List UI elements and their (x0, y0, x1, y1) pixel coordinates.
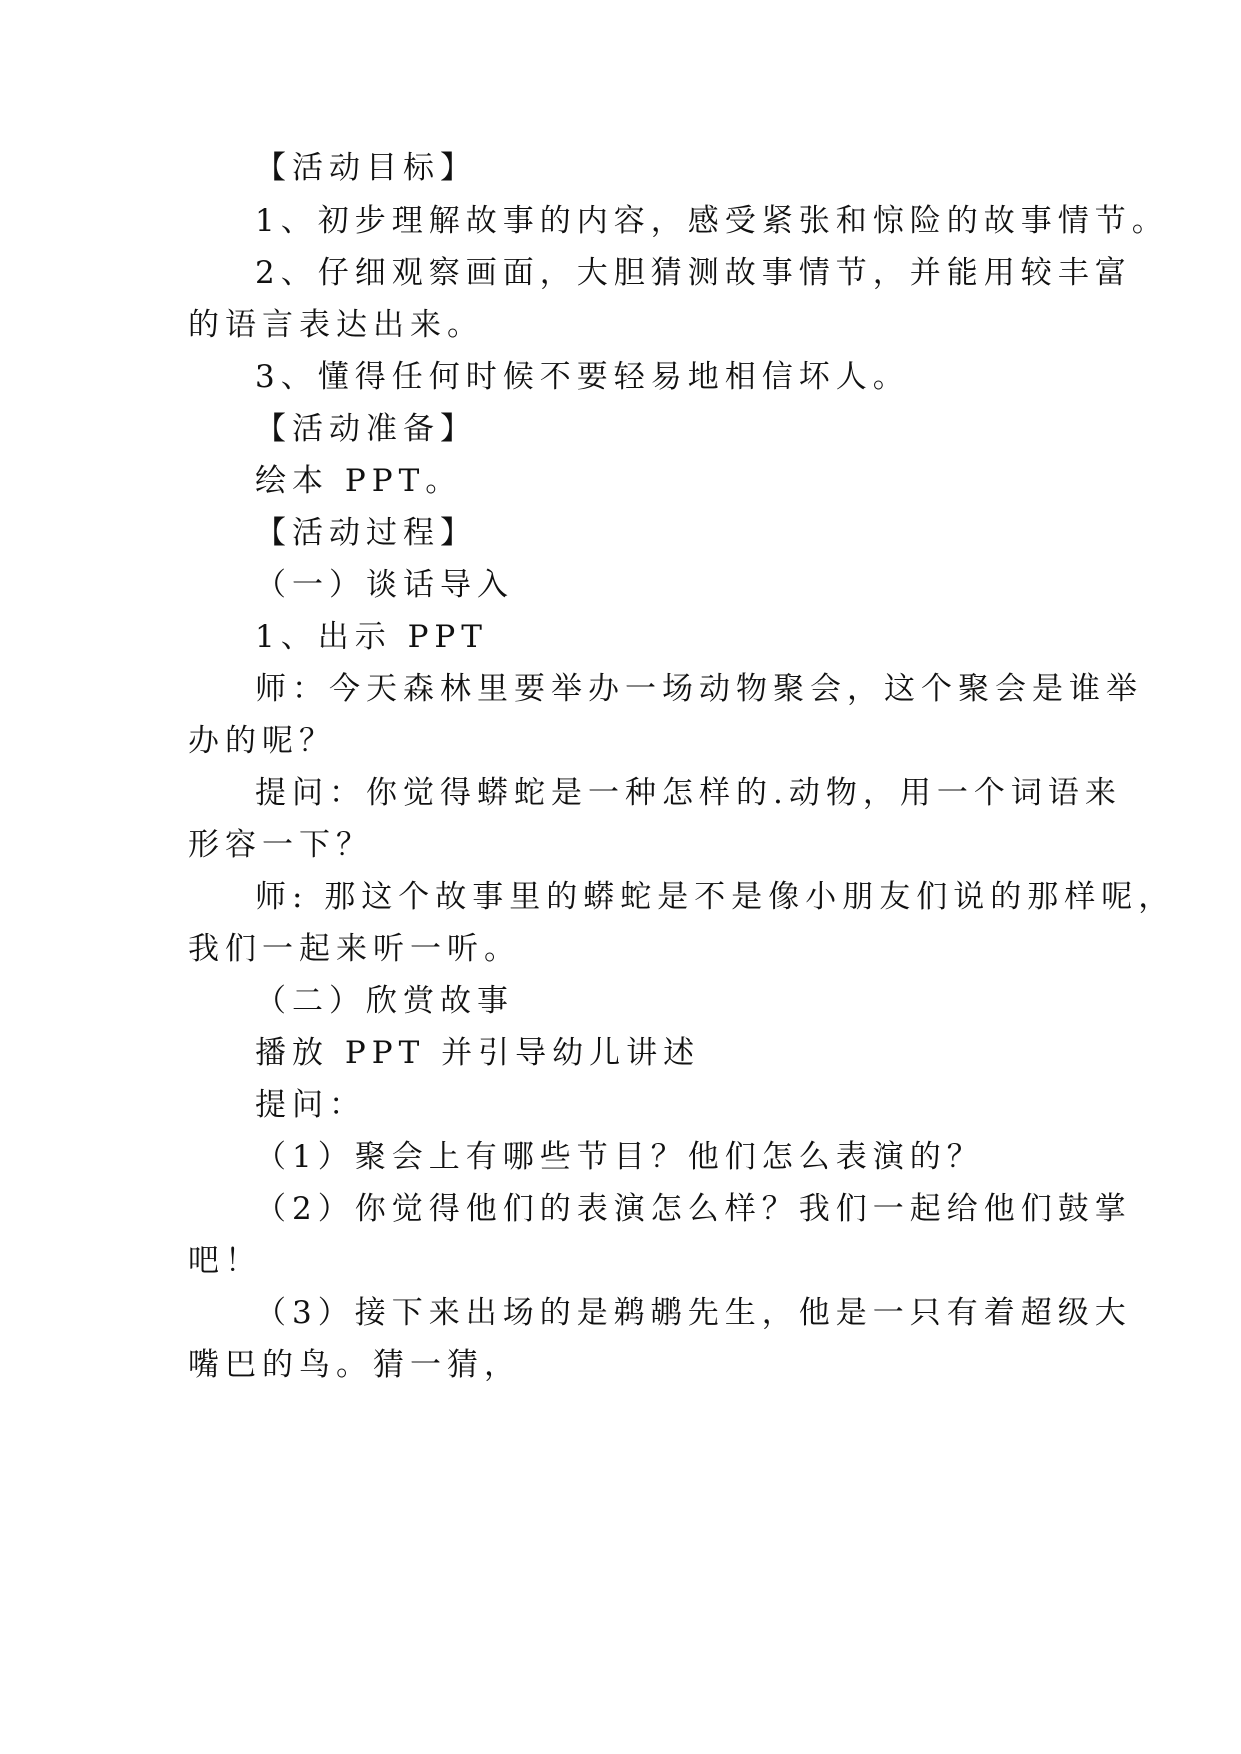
teacher-line-1-part-1: 师：今天森林里要举办一场动物聚会，这个聚会是谁举 (255, 671, 1143, 707)
question-item-1: （1）聚会上有哪些节目？他们怎么表演的？ (255, 1139, 984, 1175)
question-item-3-line-2: 嘴巴的鸟。猜一猜， (188, 1347, 521, 1383)
goal-item-2-line-1: 2、仔细观察画面，大胆猜测故事情节，并能用较丰富 (255, 255, 1132, 291)
section-heading-activity-prep: 【活动准备】 (255, 411, 477, 447)
goal-item-3: 3、懂得任何时候不要轻易地相信坏人。 (255, 359, 910, 395)
question-item-2-line-2: 吧！ (188, 1243, 262, 1279)
section-heading-activity-goals: 【活动目标】 (255, 150, 477, 186)
question-item-2-line-1: （2）你觉得他们的表演怎么样？我们一起给他们鼓掌 (255, 1191, 1132, 1227)
section-heading-activity-process: 【活动过程】 (255, 515, 477, 551)
prep-item: 绘本 PPT。 (255, 463, 463, 499)
teacher-line-2-part-1: 师: 那这个故事里的蟒蛇是不是像小朋友们说的那样呢， (255, 879, 1176, 915)
question-item-3-line-1: （3）接下来出场的是鹈鹕先生，他是一只有着超级大 (255, 1295, 1132, 1331)
subsection-heading-1: （一）谈话导入 (255, 567, 514, 603)
goal-item-1: 1、初步理解故事的内容，感受紧张和惊险的故事情节。 (255, 203, 1169, 239)
goal-item-2-line-2: 的语言表达出来。 (188, 307, 484, 343)
process-step-2: 播放 PPT 并引导幼儿讲述 (255, 1035, 701, 1071)
question-line-1-part-2: 形容一下？ (188, 827, 373, 863)
teacher-line-2-part-2: 我们一起来听一听。 (188, 931, 521, 967)
question-line-1-part-1: 提问：你觉得蟒蛇是一种怎样的.动物，用一个词语来 (255, 775, 1122, 811)
subsection-heading-2: （二）欣赏故事 (255, 983, 514, 1019)
question-label: 提问： (255, 1087, 366, 1123)
teacher-line-1-part-2: 办的呢？ (188, 723, 336, 759)
process-step-1: 1、出示 PPT (255, 619, 488, 655)
